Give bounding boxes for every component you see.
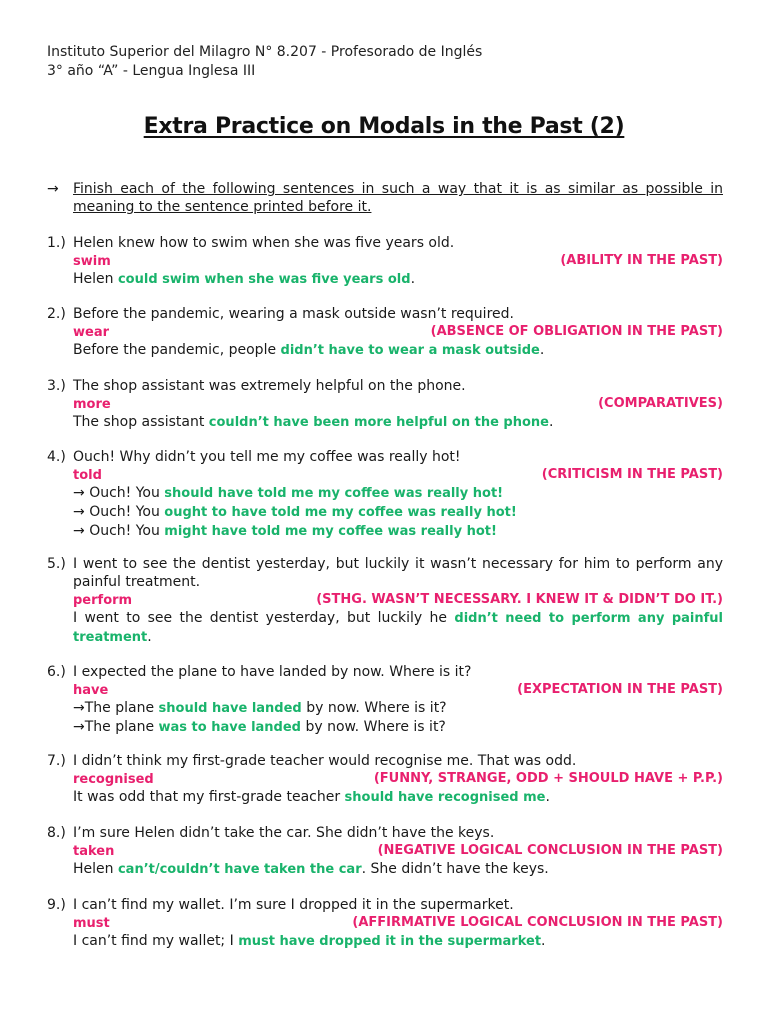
category-label: (ABILITY IN THE PAST) bbox=[560, 253, 723, 268]
arrow-icon: → bbox=[73, 523, 85, 539]
instruction-text: Finish each of the following sentences in such a way that it is as similar as possible in meaning to the sentence printed before it bbox=[73, 181, 723, 215]
keyword: wear bbox=[73, 325, 110, 340]
answer-text: should have landed bbox=[158, 701, 302, 716]
arrow-icon: → bbox=[73, 504, 85, 520]
exercise-number: 4.) bbox=[47, 449, 66, 465]
exercise-number: 5.) bbox=[47, 556, 66, 572]
answer-post: . She didn’t have the keys. bbox=[361, 861, 549, 877]
exercise-number: 7.) bbox=[47, 753, 66, 769]
arrow-icon: → bbox=[47, 181, 59, 197]
answer-post: . bbox=[539, 342, 545, 358]
exercise-4 bbox=[47, 448, 723, 541]
arrow-icon: → bbox=[73, 700, 85, 716]
keyword: more bbox=[73, 397, 111, 412]
answer-text: didn’t need to perform any painful treatment bbox=[73, 611, 724, 645]
keyword: taken bbox=[73, 844, 115, 859]
exercise-1 bbox=[47, 234, 723, 289]
answer-line bbox=[73, 788, 723, 807]
exercise-7 bbox=[47, 752, 723, 807]
exercise-number: 6.) bbox=[47, 664, 66, 680]
exercise-prompt: I went to see the dentist yesterday, but luckily it wasn’t necessary for him to perform any painful treatment. bbox=[73, 556, 723, 590]
answer-post: . bbox=[545, 789, 550, 805]
exercise-9 bbox=[47, 896, 723, 951]
exercise-6 bbox=[47, 663, 723, 737]
answer-text: might have told me my coffee was really hot! bbox=[164, 524, 497, 539]
keyword: recognised bbox=[73, 772, 154, 787]
exercise-number: 1.) bbox=[47, 235, 66, 251]
answer-pre: It was odd that my first-grade teacher bbox=[73, 789, 345, 805]
category-label: (EXPECTATION IN THE PAST) bbox=[517, 682, 723, 697]
answer-post: . bbox=[410, 271, 416, 287]
answer-pre: I can’t find my wallet; I bbox=[73, 933, 239, 949]
answer-text: must have dropped it in the supermarket bbox=[238, 934, 542, 949]
instruction-period: . bbox=[366, 199, 372, 215]
exercise-number: 9.) bbox=[47, 897, 66, 913]
answer-text: was to have landed bbox=[158, 720, 301, 735]
answer-line bbox=[73, 413, 723, 432]
answer-pre: Ouch! You bbox=[89, 523, 165, 539]
exercise-prompt: Helen knew how to swim when she was five years old. bbox=[73, 235, 455, 251]
category-label: (CRITICISM IN THE PAST) bbox=[541, 467, 723, 482]
answer-text: can’t/couldn’t have taken the car bbox=[117, 862, 362, 877]
answer-post: by now. Where is it? bbox=[301, 700, 447, 716]
keyword: perform bbox=[73, 593, 133, 608]
answer-line bbox=[73, 522, 723, 541]
institution-line: Instituto Superior del Milagro N° 8.207 - Profesorado de Inglés bbox=[47, 44, 483, 60]
exercise-number: 2.) bbox=[47, 306, 66, 322]
answer-post: by now. Where is it? bbox=[301, 719, 446, 735]
answer-line bbox=[73, 699, 723, 718]
exercise-8 bbox=[47, 824, 723, 879]
answer-line bbox=[73, 341, 723, 360]
category-label: (FUNNY, STRANGE, ODD + SHOULD HAVE + P.P.) bbox=[373, 771, 723, 786]
answer-post: . bbox=[541, 933, 546, 949]
exercise-number: 3.) bbox=[47, 378, 66, 394]
answer-line bbox=[73, 503, 723, 522]
instruction bbox=[47, 180, 723, 216]
category-label: (ABSENCE OF OBLIGATION IN THE PAST) bbox=[430, 324, 723, 339]
answer-line bbox=[73, 932, 723, 951]
answer-pre: I went to see the dentist yesterday, but luckily he bbox=[73, 610, 455, 626]
answer-text: should have recognised me bbox=[344, 790, 546, 805]
answer-text: couldn’t have been more helpful on the phone bbox=[208, 415, 549, 430]
answer-pre: Before the pandemic, people bbox=[73, 342, 281, 358]
answer-pre: Helen bbox=[73, 271, 118, 287]
exercise-prompt: Before the pandemic, wearing a mask outside wasn’t required. bbox=[73, 306, 514, 322]
answer-text: didn’t have to wear a mask outside bbox=[280, 343, 540, 358]
answer-post: . bbox=[147, 629, 152, 645]
answer-post: . bbox=[549, 414, 554, 430]
page-title: Extra Practice on Modals in the Past (2) bbox=[143, 114, 625, 139]
answer-text: should have told me my coffee was really hot! bbox=[164, 486, 504, 501]
answer-pre: Ouch! You bbox=[89, 485, 165, 501]
exercise-prompt: I’m sure Helen didn’t take the car. She didn’t have the keys. bbox=[73, 825, 495, 841]
arrow-icon: → bbox=[73, 719, 85, 735]
exercise-3 bbox=[47, 377, 723, 432]
exercise-prompt: Ouch! Why didn’t you tell me my coffee was really hot! bbox=[73, 449, 461, 465]
keyword: swim bbox=[73, 254, 111, 269]
answer-pre: Ouch! You bbox=[89, 504, 165, 520]
answer-text: ought to have told me my coffee was really hot! bbox=[164, 505, 517, 520]
category-label: (NEGATIVE LOGICAL CONCLUSION IN THE PAST) bbox=[377, 843, 723, 858]
keyword: must bbox=[73, 916, 110, 931]
category-label: (COMPARATIVES) bbox=[598, 396, 723, 411]
answer-text: could swim when she was five years old bbox=[117, 272, 411, 287]
exercise-prompt: The shop assistant was extremely helpful on the phone. bbox=[73, 378, 466, 394]
exercise-prompt: I didn’t think my first-grade teacher would recognise me. That was odd. bbox=[73, 753, 577, 769]
exercise-number: 8.) bbox=[47, 825, 66, 841]
answer-line bbox=[73, 718, 723, 737]
answer-line bbox=[73, 609, 723, 647]
arrow-icon: → bbox=[73, 485, 85, 501]
answer-line bbox=[73, 860, 723, 879]
exercise-prompt: I expected the plane to have landed by now. Where is it? bbox=[73, 664, 472, 680]
exercise-2 bbox=[47, 305, 723, 360]
keyword: told bbox=[73, 468, 102, 483]
category-label: (AFFIRMATIVE LOGICAL CONCLUSION IN THE PAST) bbox=[352, 915, 723, 930]
answer-line bbox=[73, 270, 723, 289]
exercise-prompt: I can’t find my wallet. I’m sure I dropped it in the supermarket. bbox=[73, 897, 514, 913]
keyword: have bbox=[73, 683, 109, 698]
course-line: 3° año “A” - Lengua Inglesa III bbox=[47, 63, 256, 79]
answer-pre: The shop assistant bbox=[73, 414, 209, 430]
answer-line bbox=[73, 484, 723, 503]
answer-pre: The plane bbox=[84, 719, 159, 735]
exercise-5 bbox=[47, 555, 723, 647]
category-label: (STHG. WASN’T NECESSARY. I KNEW IT & DIDN’T DO IT.) bbox=[316, 592, 723, 607]
answer-pre: The plane bbox=[84, 700, 159, 716]
answer-pre: Helen bbox=[73, 861, 118, 877]
